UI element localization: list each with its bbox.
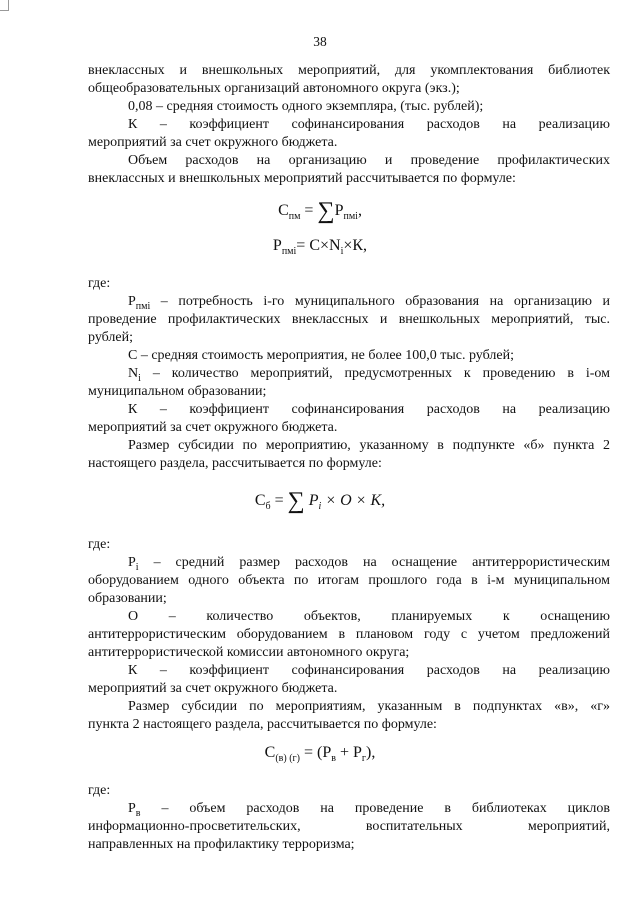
text-line: Размер субсидии по мероприятию, указанному в подпункте «б» пункта 2 [128, 438, 610, 453]
text-line: где: [88, 276, 111, 291]
page-number: 38 [313, 34, 327, 49]
text-line: К – коэффициент софинансирования расходов на реализацию [128, 117, 610, 132]
text-line: пункта 2 настоящего раздела, рассчитывается по формуле: [88, 717, 437, 732]
text-line: $Р_{пмi}$ – потребность i-го муниципального образования на организацию и [128, 294, 611, 312]
text-line: где: [88, 783, 111, 798]
text-line: мероприятий за счет окружного бюджета. [88, 420, 338, 435]
text-line: антитеррористической комиссии автономного округа; [88, 645, 410, 660]
text-line: рублей; [88, 330, 133, 345]
text-line: $P_i$ – средний размер расходов на оснащение антитеррористическим [128, 555, 611, 573]
text-line: внеклассных и внешкольных мероприятий, для укомплектования библиотек [88, 63, 610, 78]
text-line: антитеррористическим оборудованием в плановом году с учетом предложений [88, 627, 610, 642]
text-line: внеклассных и внешкольных мероприятий рассчитывается по формуле: [88, 171, 516, 186]
scan-corner-mark [0, 0, 9, 11]
text-line: образовании; [88, 591, 167, 606]
formula-total-expenses: $С_{пм} = \sum Р_{пмi}$, [278, 198, 362, 224]
text-line: 0,08 – средняя стоимость одного экземпляра, (тыс. рублей); [128, 99, 484, 114]
text-line: оборудованием одного объекта по итогам прошлого года в i-м муниципальном [88, 573, 610, 588]
text-line: где: [88, 537, 111, 552]
text-line: К – коэффициент софинансирования расходов на реализацию [128, 402, 610, 417]
text-line: С – средняя стоимость мероприятия, не более 100,0 тыс. рублей; [128, 348, 514, 363]
symbol: $N_i$ [128, 366, 141, 384]
formula-subsidy-v-g: $С_{(в) (г)} = (Р_в + Р_г)$, [264, 744, 376, 765]
symbol: $P_i$ [128, 555, 139, 573]
text-line: общеобразовательных организаций автономного округа (экз.); [88, 81, 460, 96]
text-line: проведение профилактических внеклассных и внешкольных мероприятий, тыс. [88, 312, 610, 327]
symbol: $Р_в$ [128, 801, 141, 819]
text-line: О – количество объектов, планируемых к оснащению [128, 609, 610, 624]
formula-municipal-need: $Р_{пмi}= С\times N_i\times К$, [272, 237, 368, 258]
text-line: информационно-просветительских, воспитательных мероприятий, [88, 819, 610, 834]
text-line: настоящего раздела, рассчитывается по формуле: [88, 456, 382, 471]
symbol: $Р_{пмi}$ [128, 294, 151, 312]
text-line: $N_i$ – количество мероприятий, предусмотренных к проведению в i-ом [128, 366, 611, 384]
formula-subsidy-b: $С_б$ = ∑ $P_i \times O \times K$, [254, 488, 386, 514]
text-line: $Р_в$ – объем расходов на проведение в библиотеках циклов [128, 801, 610, 819]
text-line: мероприятий за счет окружного бюджета. [88, 681, 338, 696]
text-line: Объем расходов на организацию и проведение профилактических [128, 153, 610, 168]
text-line: мероприятий за счет окружного бюджета. [88, 135, 338, 150]
text-line: Размер субсидии по мероприятиям, указанным в подпунктах «в», «г» [128, 699, 610, 714]
text-line: муниципальном образовании; [88, 384, 267, 399]
text-line: направленных на профилактику терроризма; [88, 837, 355, 852]
text-line: К – коэффициент софинансирования расходов на реализацию [128, 663, 610, 678]
